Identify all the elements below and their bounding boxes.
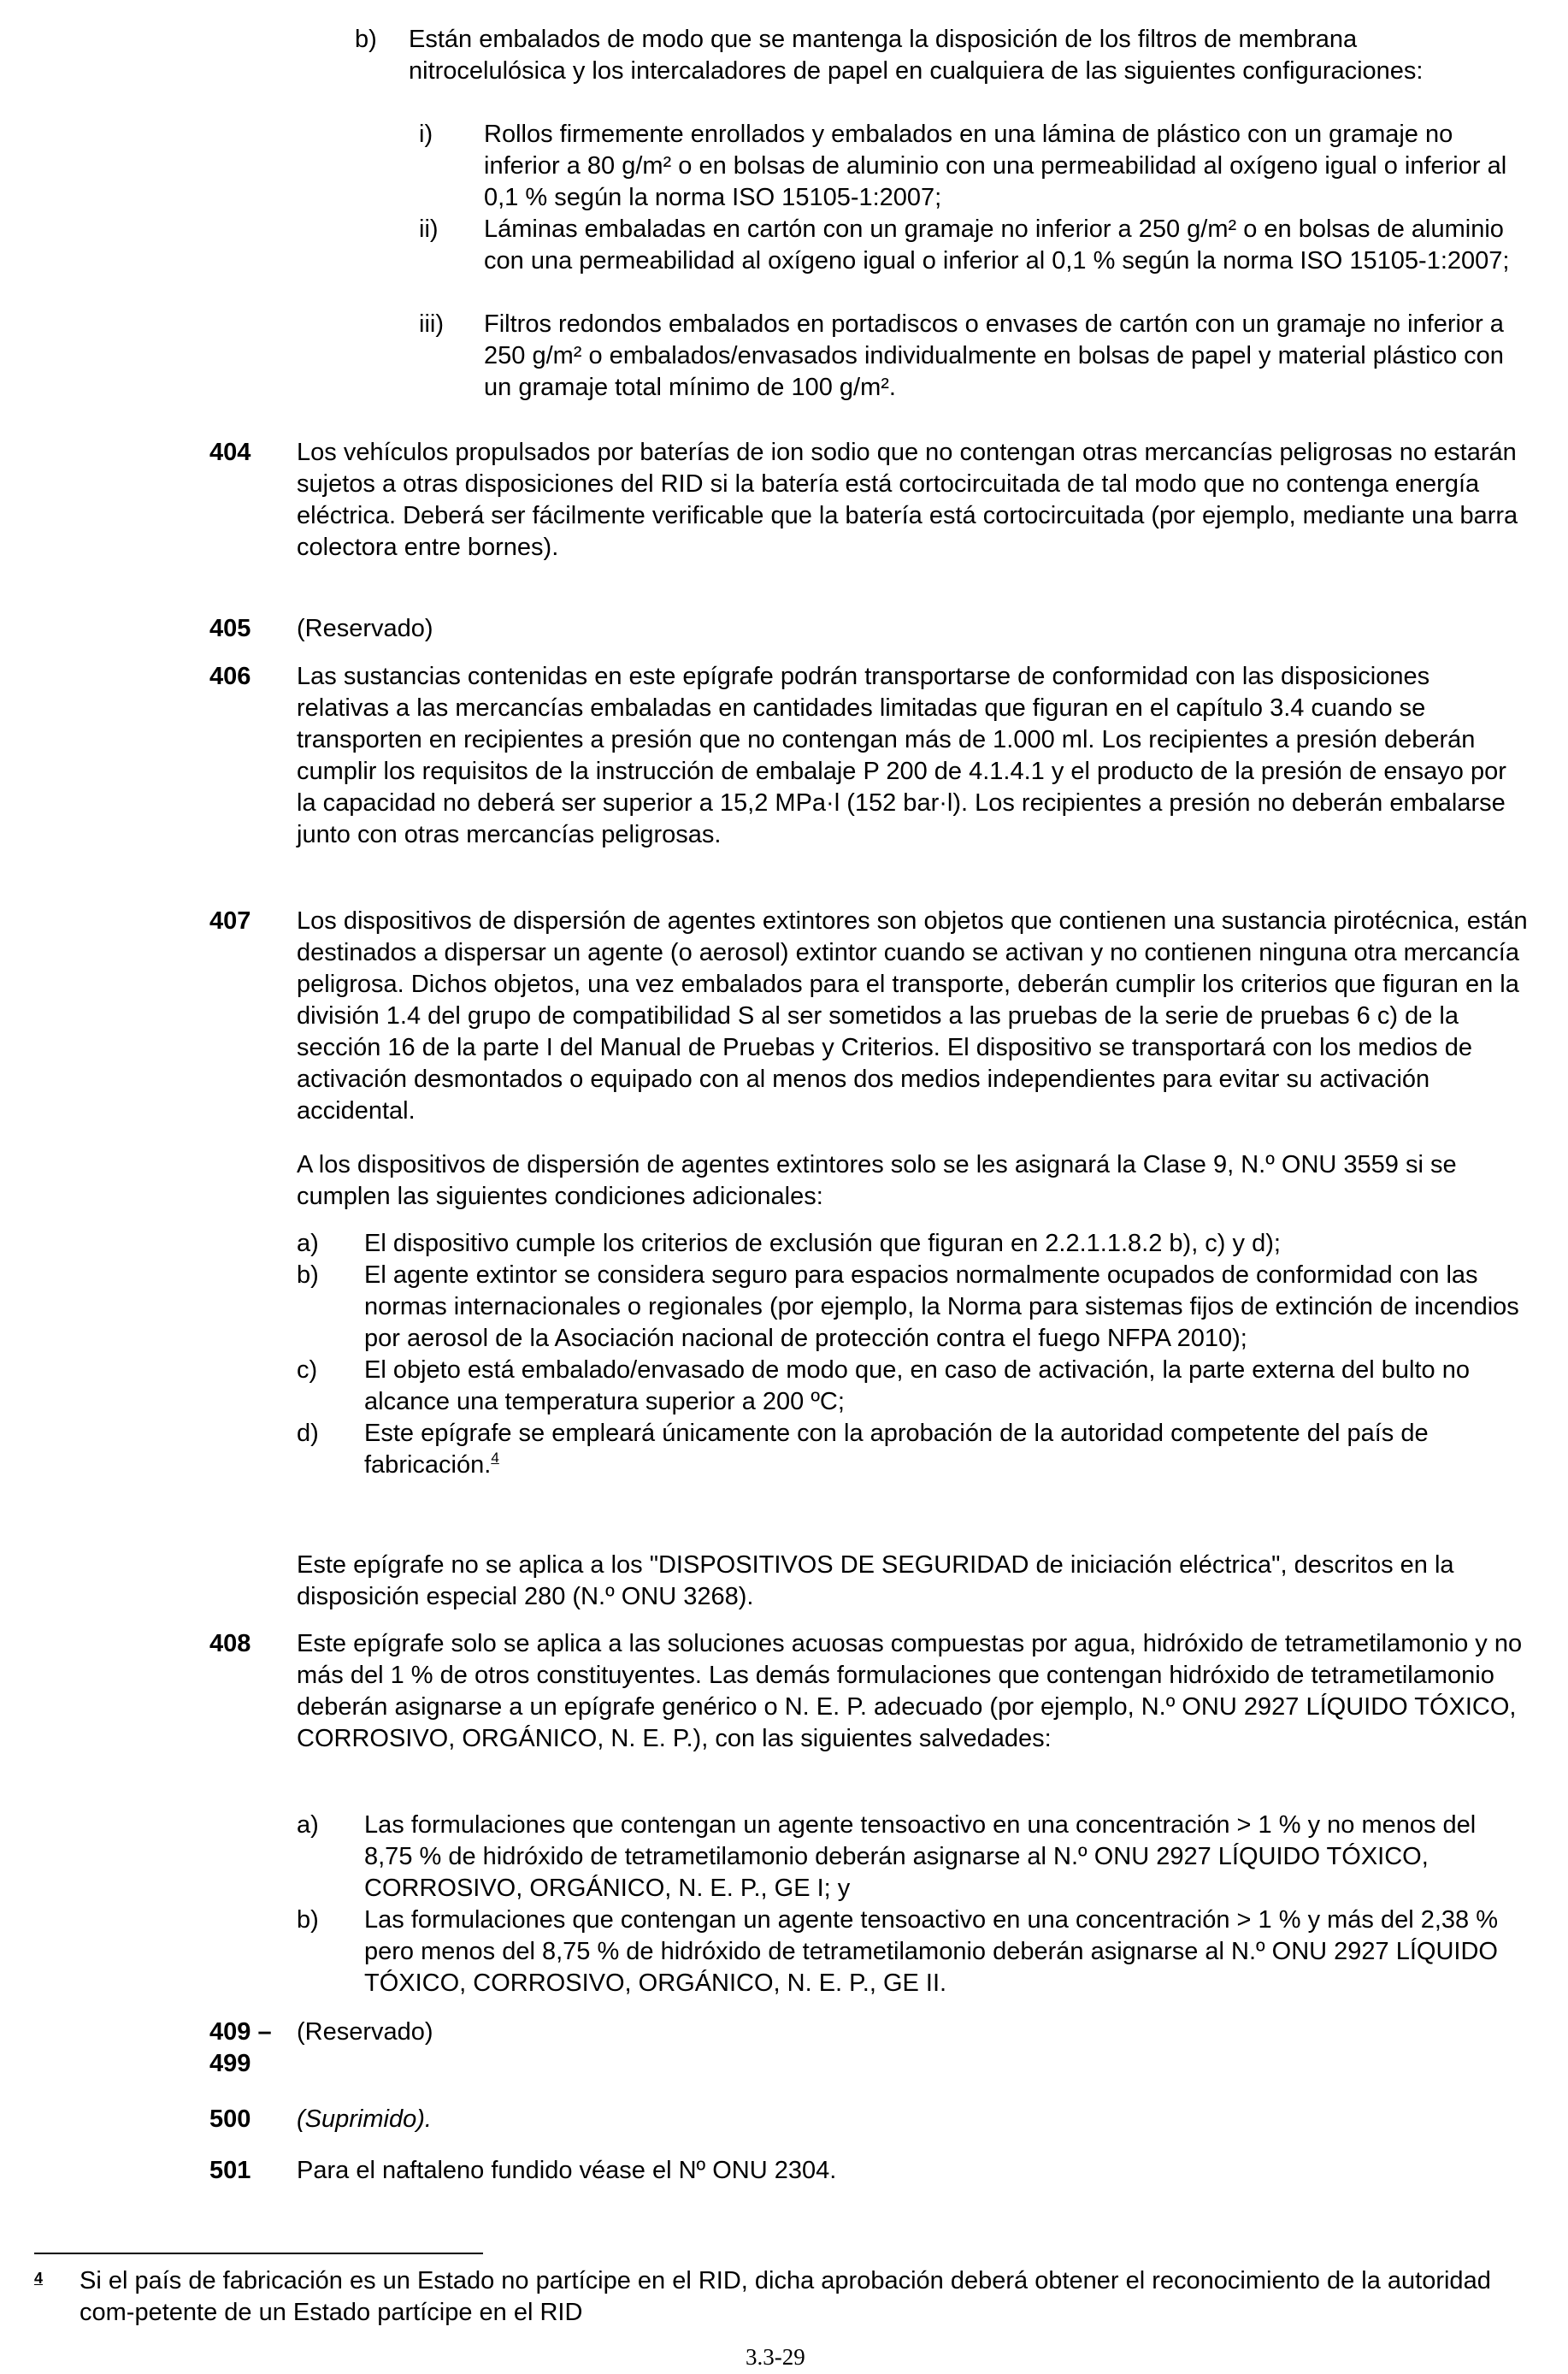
footnote-reference[interactable]: 4 [491, 1450, 499, 1466]
list-item-label: a) [297, 1811, 319, 1839]
list-item-text: El dispositivo cumple los criterios de exclusión que figuran en 2.2.1.1.8.2 b), c) y d); [364, 1230, 1281, 1257]
section-paragraph: Este epígrafe no se aplica a los "DISPOSITIVOS DE SEGURIDAD de iniciación eléctrica", descritos en la disposición especial 280 (N.º ONU 3268). [297, 1551, 1454, 1610]
section-text-wrap [297, 2104, 1528, 2135]
list-item-label: b) [297, 1906, 319, 1934]
list-item-text: El objeto está embalado/envasado de modo que, en caso de activación, la parte externa del bulto no alcance una temperatura superior a 200 ºC; [364, 1356, 1470, 1415]
list-item-text: Las formulaciones que contengan un agente tensoactivo en una concentración > 1 % y más del 2,38 % pero menos del 8,75 % de hidróxido de tetrametilamonio deberán asignarse al N.º ONU 2927 LÍQUIDO TÓXICO, CORROSIVO, ORGÁNICO, N. E. P., GE II. [364, 1906, 1499, 1997]
section-text: Las sustancias contenidas en este epígrafe podrán transportarse de conformidad con las disposiciones relativas a las mercancías embaladas en cantidades limitadas que figuran en el capítulo 3.4 cuando se transporten en recipientes a presión que no contengan más de 1.000 ml. Los recipientes a presión deberán cumplir los requisitos de la instrucción de embalaje P 200 de 4.1.4.1 y el producto de la presión de ensayo por la capacidad no deberá ser superior a 15,2 MPa·l (152 bar·l). Los recipientes a presión no deberán embalarse junto con otras mercancías peligrosas. [297, 663, 1506, 848]
list-item [297, 1355, 1528, 1418]
list-item [297, 1260, 1528, 1355]
list-item [297, 1228, 1528, 1260]
section-number: 404 [209, 439, 251, 466]
section-text: (Suprimido). [297, 2105, 432, 2133]
section-number: 409 – [209, 2018, 272, 2046]
section-number: 499 [209, 2050, 251, 2077]
subitem-text: Filtros redondos embalados en portadiscos o envases de cartón con un gramaje no inferior a 250 g/m² o embalados/envasados individualmente en bolsas de papel y material plástico con un gramaje total mínimo de 100 g/m². [484, 310, 1504, 401]
list-item-label: b) [297, 1261, 319, 1289]
item-text: Están embalados de modo que se mantenga la disposición de los filtros de membrana nitrocelulósica y los intercaladores de papel en cualquiera de las siguientes configuraciones: [409, 26, 1424, 85]
section-number: 405 [209, 615, 251, 642]
subitem-text: Láminas embaladas en cartón con un gramaje no inferior a 250 g/m² o en bolsas de aluminio con una permeabilidad al oxígeno igual o inferior al 0,1 % según la norma ISO 15105-1:2007; [484, 216, 1510, 275]
subitem-text: Rollos firmemente enrollados y embalados en una lámina de plástico con un gramaje no inferior a 80 g/m² o en bolsas de aluminio con una permeabilidad al oxígeno igual o inferior al 0,1 % según la norma ISO 15105-1:2007; [484, 121, 1507, 211]
list-item-label: a) [297, 1230, 319, 1257]
subitem [409, 214, 1520, 309]
section-paragraph: A los dispositivos de dispersión de agentes extintores solo se les asignará la Clase 9, N.º ONU 3559 si se cumplen las siguientes condiciones adicionales: [297, 1151, 1457, 1210]
section-number: 408 [209, 1630, 251, 1657]
page-number: 3.3-29 [746, 2344, 805, 2370]
list-item-label: c) [297, 1356, 318, 1384]
condition-list [297, 1228, 1528, 1481]
list-item [297, 1810, 1528, 1905]
section-text: (Reservado) [297, 2018, 433, 2046]
subitem-label: iii) [419, 310, 444, 338]
subitem [409, 119, 1520, 214]
list-item-text: El agente extintor se considera seguro para espacios normalmente ocupados de conformidad con las normas internacionales o regionales (por ejemplo, la Norma para sistemas fijos de extinción de incendios por aerosol de la Asociación nacional de protección contra el fuego NFPA 2010); [364, 1261, 1519, 1352]
section-number: 407 [209, 907, 251, 935]
subitem-label: i) [419, 121, 433, 148]
footnote-divider [34, 2253, 483, 2254]
list-item-text: Este epígrafe se empleará únicamente con la aprobación de la autoridad competente del país de fabricación. [364, 1420, 1429, 1479]
section-paragraph: Este epígrafe solo se aplica a las soluciones acuosas compuestas por agua, hidróxido de tetrametilamonio y no más del 1 % de otros constituyentes. Las demás formulaciones que contengan hidróxido de tetrametilamonio deberán asignarse a un epígrafe genérico o N. E. P. adecuado (por ejemplo, N.º ONU 2927 LÍQUIDO TÓXICO, CORROSIVO, ORGÁNICO, N. E. P.), con las siguientes salvedades: [297, 1630, 1523, 1752]
list-item [297, 1905, 1528, 1999]
section-number: 500 [209, 2105, 251, 2133]
list-item [297, 1418, 1528, 1481]
list-item-text-wrap [364, 1418, 1528, 1481]
subitem [409, 309, 1520, 404]
subitem-label: ii) [419, 216, 439, 243]
subitem-list [409, 119, 1520, 404]
list-item-text: Las formulaciones que contengan un agente tensoactivo en una concentración > 1 % y no menos del 8,75 % de hidróxido de tetrametilamonio deberán asignarse al N.º ONU 2927 LÍQUIDO TÓXICO, CORROSIVO, ORGÁNICO, N. E. P., GE I; y [364, 1811, 1477, 1902]
section-text: Los vehículos propulsados por baterías de ion sodio que no contengan otras mercancías peligrosas no estarán sujetos a otras disposiciones del RID si la batería está cortocircuitada de tal modo que no contenga energía eléctrica. Deberá ser fácilmente verificable que la batería está cortocircuitada (por ejemplo, mediante una barra colectora entre bornes). [297, 439, 1518, 561]
section-number: 406 [209, 663, 251, 690]
section-text: (Reservado) [297, 615, 433, 642]
section-text: Para el naftaleno fundido véase el Nº ONU 2304. [297, 2157, 837, 2184]
footnote-mark: 4 [34, 2270, 44, 2287]
list-item-label: d) [297, 1420, 319, 1447]
section-paragraph: Los dispositivos de dispersión de agentes extintores son objetos que contienen una sustancia pirotécnica, están destinados a dispersar un agente (o aerosol) extintor cuando se activan y no contienen ninguna otra mercancía peligrosa. Dichos objetos, una vez embalados para el transporte, deberán cumplir los criterios que figuran en la división 1.4 del grupo de compatibilidad S al ser sometidos a las pruebas de la serie de pruebas 6 c) de la sección 16 de la parte I del Manual de Pruebas y Criterios. El dispositivo se transportará con los medios de activación desmontados o equipado con al menos dos medios independientes para evitar su activación accidental. [297, 907, 1528, 1125]
exception-list [297, 1810, 1528, 1999]
item-label: b) [355, 26, 377, 53]
footnote-text: Si el país de fabricación es un Estado no partícipe en el RID, dicha aprobación deberá obtener el reconocimiento de la autoridad com-petente de un Estado partícipe en el RID [80, 2267, 1491, 2326]
section-number: 501 [209, 2157, 251, 2184]
